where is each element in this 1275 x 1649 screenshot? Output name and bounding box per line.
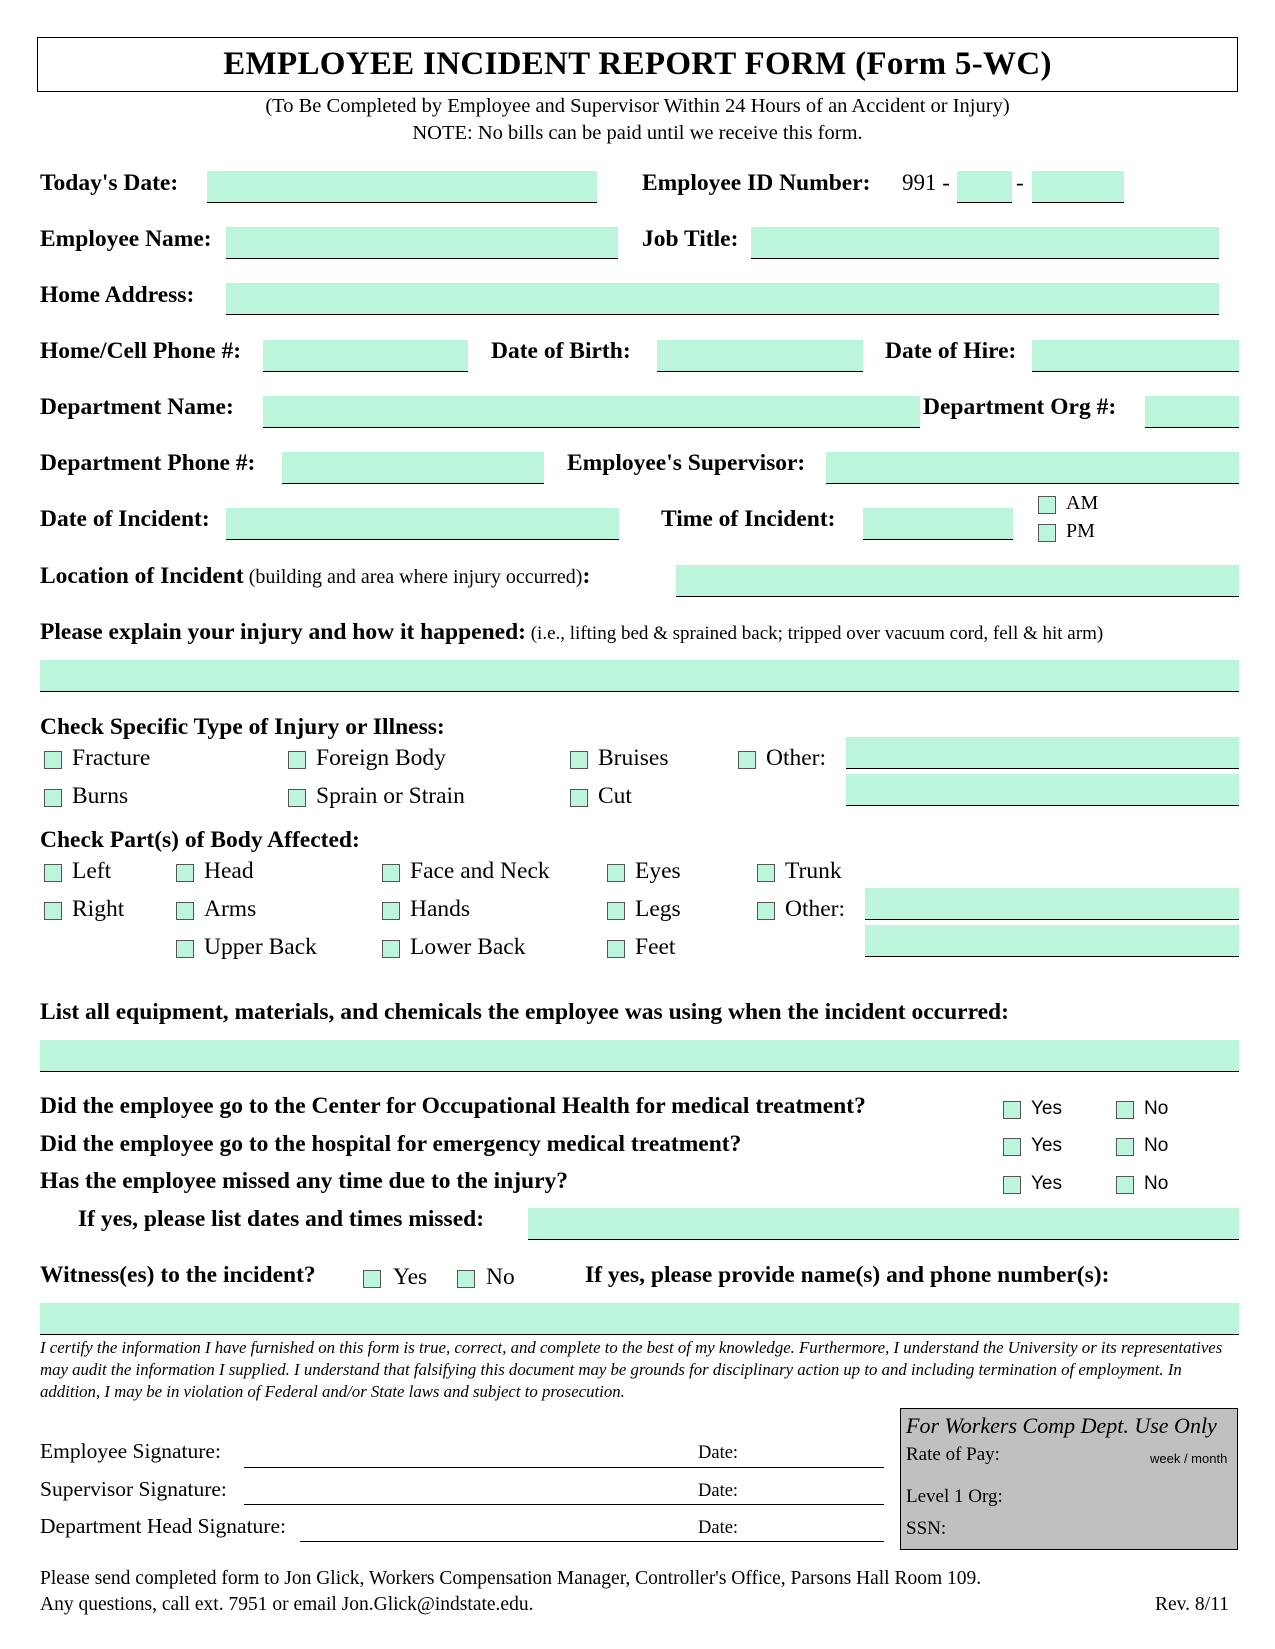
supervisor-signature-date-label: Date:: [698, 1481, 739, 1501]
department-name-field[interactable]: [263, 396, 920, 428]
bruises-label: Bruises: [598, 745, 669, 771]
injury-other-checkbox[interactable]: [738, 751, 756, 769]
injury-other-field-1[interactable]: [846, 737, 1239, 769]
head-label: Head: [204, 858, 254, 884]
workers-comp-title: For Workers Comp Dept. Use Only: [906, 1413, 1217, 1438]
explain-field[interactable]: [40, 660, 1239, 692]
injury-other-field-2[interactable]: [846, 774, 1239, 806]
fracture-checkbox[interactable]: [44, 751, 62, 769]
supervisor-field[interactable]: [826, 452, 1239, 484]
right-label: Right: [72, 896, 125, 922]
employee-name-label: Employee Name:: [40, 226, 212, 252]
pm-checkbox[interactable]: [1038, 524, 1056, 542]
left-label: Left: [72, 858, 112, 884]
upper-back-checkbox[interactable]: [176, 940, 194, 958]
arms-checkbox[interactable]: [176, 902, 194, 920]
arms-label: Arms: [204, 896, 257, 922]
todays-date-field[interactable]: [207, 171, 597, 203]
title-box: [37, 37, 1238, 92]
employee-signature-label: Employee Signature:: [40, 1439, 221, 1463]
left-checkbox[interactable]: [44, 864, 62, 882]
q3-no-label: No: [1144, 1173, 1169, 1194]
cut-checkbox[interactable]: [570, 789, 588, 807]
lower-back-checkbox[interactable]: [382, 940, 400, 958]
body-other-label: Other:: [785, 896, 846, 922]
bruises-checkbox[interactable]: [570, 751, 588, 769]
date-of-birth-field[interactable]: [657, 340, 863, 372]
location-label: Location of Incident (building and area where injury occurred):: [40, 563, 591, 589]
q2-yes-checkbox[interactable]: [1003, 1138, 1021, 1156]
revision-label: Rev. 8/11: [1155, 1594, 1229, 1615]
cut-label: Cut: [598, 783, 632, 809]
explain-label: Please explain your injury and how it happened: (i.e., lifting bed & sprained back; tripped over vacuum cord, fell & hit arm): [40, 619, 1104, 645]
subtitle: (To Be Completed by Employee and Supervisor Within 24 Hours of an Accident or Injury): [265, 95, 1010, 117]
employee-id-part2-field[interactable]: [1032, 171, 1124, 203]
job-title-label: Job Title:: [642, 226, 739, 252]
time-of-incident-field[interactable]: [863, 508, 1013, 540]
equipment-label: List all equipment, materials, and chemicals the employee was using when the incident occurred:: [40, 999, 1009, 1025]
burns-label: Burns: [72, 783, 129, 809]
time-of-incident-label: Time of Incident:: [661, 506, 836, 532]
date-of-hire-label: Date of Hire:: [885, 338, 1017, 364]
dept-head-signature-label: Department Head Signature:: [40, 1514, 286, 1538]
hands-checkbox[interactable]: [382, 902, 400, 920]
footer-contact: Any questions, call ext. 7951 or email Jon.Glick@indstate.edu.: [40, 1594, 534, 1615]
page-title: EMPLOYEE INCIDENT REPORT FORM (Form 5-WC): [223, 46, 1052, 82]
witness-label: Witness(es) to the incident?: [40, 1262, 316, 1288]
date-of-birth-label: Date of Birth:: [491, 338, 631, 364]
home-address-label: Home Address:: [40, 282, 195, 308]
employee-signature-date-label: Date:: [698, 1443, 739, 1463]
supervisor-label: Employee's Supervisor:: [567, 450, 806, 476]
q3-yes-checkbox[interactable]: [1003, 1176, 1021, 1194]
home-phone-field[interactable]: [263, 340, 468, 372]
footer-send-to: Please send completed form to Jon Glick, Workers Compensation Manager, Controller's Office, Parsons Hall Room 109.: [40, 1568, 982, 1589]
upper-back-label: Upper Back: [204, 934, 317, 960]
date-of-hire-field[interactable]: [1032, 340, 1239, 372]
witness-info-field[interactable]: [40, 1303, 1239, 1335]
q2-no-label: No: [1144, 1135, 1169, 1156]
sprain-checkbox[interactable]: [288, 789, 306, 807]
head-checkbox[interactable]: [176, 864, 194, 882]
eyes-label: Eyes: [635, 858, 681, 884]
q3-yes-label: Yes: [1031, 1173, 1062, 1194]
todays-date-label: Today's Date:: [40, 170, 179, 196]
supervisor-signature-line[interactable]: [244, 1504, 884, 1505]
body-other-checkbox[interactable]: [757, 902, 775, 920]
q3-no-checkbox[interactable]: [1116, 1176, 1134, 1194]
question-missed-time: Has the employee missed any time due to the injury?: [40, 1168, 569, 1194]
department-name-label: Department Name:: [40, 394, 234, 420]
witness-yes-checkbox[interactable]: [363, 1270, 381, 1288]
body-heading: Check Part(s) of Body Affected:: [40, 827, 360, 853]
sprain-label: Sprain or Strain: [316, 783, 465, 809]
dates-missed-field[interactable]: [528, 1208, 1239, 1240]
foreign-body-label: Foreign Body: [316, 745, 446, 771]
department-org-field[interactable]: [1145, 396, 1239, 428]
body-other-field-1[interactable]: [865, 888, 1239, 920]
q2-no-checkbox[interactable]: [1116, 1138, 1134, 1156]
workers-comp-box: [900, 1408, 1238, 1550]
department-phone-field[interactable]: [282, 452, 544, 484]
employee-id-prefix: 991 -: [902, 170, 950, 195]
department-org-label: Department Org #:: [923, 394, 1117, 420]
ssn-label: SSN:: [906, 1518, 947, 1539]
question-hospital: Did the employee go to the hospital for emergency medical treatment?: [40, 1131, 742, 1157]
right-checkbox[interactable]: [44, 902, 62, 920]
injury-other-label: Other:: [766, 745, 827, 771]
face-neck-checkbox[interactable]: [382, 864, 400, 882]
employee-name-field[interactable]: [226, 227, 618, 259]
q1-yes-label: Yes: [1031, 1098, 1062, 1119]
question-occupational-health: Did the employee go to the Center for Occupational Health for medical treatment?: [40, 1093, 866, 1119]
location-field[interactable]: [676, 565, 1239, 597]
witness-no-checkbox[interactable]: [457, 1270, 475, 1288]
foreign-body-checkbox[interactable]: [288, 751, 306, 769]
pm-label: PM: [1066, 520, 1095, 542]
employee-id-dash: -: [1016, 170, 1024, 195]
feet-checkbox[interactable]: [607, 940, 625, 958]
job-title-field[interactable]: [751, 227, 1219, 259]
rate-of-pay-label: Rate of Pay:: [906, 1444, 1000, 1465]
trunk-label: Trunk: [785, 858, 842, 884]
witness-info-label: If yes, please provide name(s) and phone number(s):: [585, 1262, 1110, 1288]
department-phone-label: Department Phone #:: [40, 450, 256, 476]
injury-heading: Check Specific Type of Injury or Illness:: [40, 714, 445, 740]
q1-yes-checkbox[interactable]: [1003, 1101, 1021, 1119]
fracture-label: Fracture: [72, 745, 151, 771]
legs-label: Legs: [635, 896, 681, 922]
q1-no-checkbox[interactable]: [1116, 1101, 1134, 1119]
date-of-incident-field[interactable]: [226, 508, 619, 540]
dept-head-signature-date-label: Date:: [698, 1518, 739, 1538]
week-month-label: week / month: [1150, 1451, 1228, 1466]
certification-text: I certify the information I have furnished on this form is true, correct, and complete to the best of my knowledge. Furthermore, I understand the University or its representatives may audit the information I supplied. I understand that falsifying this document may be grounds for disciplinary action up to and including termination of employment. In addition, I may be in violation of Federal and/or State laws and subject to prosecution.: [40, 1338, 1223, 1401]
burns-checkbox[interactable]: [44, 789, 62, 807]
dates-missed-label: If yes, please list dates and times missed:: [78, 1206, 485, 1232]
q2-yes-label: Yes: [1031, 1135, 1062, 1156]
employee-id-part1-field[interactable]: [957, 171, 1012, 203]
hands-label: Hands: [410, 896, 471, 922]
face-neck-label: Face and Neck: [410, 858, 550, 884]
trunk-checkbox[interactable]: [757, 864, 775, 882]
legs-checkbox[interactable]: [607, 902, 625, 920]
dept-head-signature-line[interactable]: [300, 1541, 884, 1542]
q1-no-label: No: [1144, 1098, 1169, 1119]
equipment-field[interactable]: [40, 1040, 1239, 1072]
body-other-field-2[interactable]: [865, 925, 1239, 957]
supervisor-signature-label: Supervisor Signature:: [40, 1477, 227, 1501]
lower-back-label: Lower Back: [410, 934, 526, 960]
level1-org-label: Level 1 Org:: [906, 1486, 1003, 1507]
witness-no-label: No: [486, 1264, 515, 1290]
eyes-checkbox[interactable]: [607, 864, 625, 882]
witness-yes-label: Yes: [393, 1264, 428, 1290]
am-checkbox[interactable]: [1038, 496, 1056, 514]
note: NOTE: No bills can be paid until we receive this form.: [412, 122, 863, 144]
employee-signature-line[interactable]: [244, 1467, 884, 1468]
feet-label: Feet: [635, 934, 676, 960]
home-address-field[interactable]: [226, 283, 1219, 315]
home-phone-label: Home/Cell Phone #:: [40, 338, 242, 364]
employee-id-label: Employee ID Number:: [642, 170, 871, 196]
am-label: AM: [1066, 492, 1099, 514]
date-of-incident-label: Date of Incident:: [40, 506, 210, 532]
